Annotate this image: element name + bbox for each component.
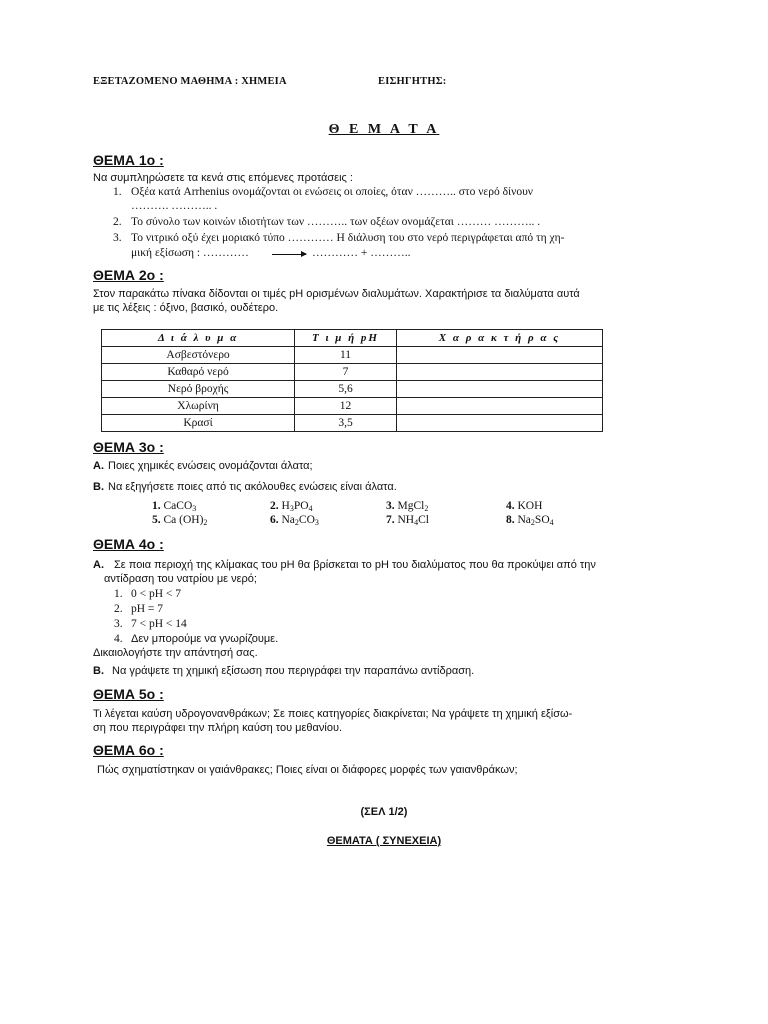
q2-intro-2: με τις λέξεις : όξινο, βασικό, ουδέτερο. [93,302,279,314]
reaction-arrow-icon [272,254,306,255]
page-title: Θ Ε Μ Α Τ Α [328,122,440,137]
compound-1: 1. CaCO$_3$ [152,500,197,513]
cell-solution: Κρασί [102,415,295,432]
cell-ph: 5,6 [295,381,397,398]
q1-num-3: 3. [113,232,122,244]
compound-3: 3. MgCl$_2$ [386,500,429,513]
cell-solution: Καθαρό νερό [102,364,295,381]
q3-a-text: Ποιες χημικές ενώσεις ονομάζονται άλατα; [108,460,313,472]
compound-2: 2. $H_3PO_4$ [270,500,313,513]
col-header-solution: Δ ι ά λ υ μ α [102,330,295,347]
q4-option-num-4: 4. [114,633,123,645]
continued-heading: ΘΕΜΑΤΑ ( ΣΥΝΕΧΕΙΑ) [326,835,442,847]
q1-num-1: 1. [113,186,122,198]
q1-num-2: 2. [113,216,122,228]
q2-heading: ΘΕΜΑ 2ο : [93,267,164,283]
q5-text-1: Τι λέγεται καύση υδρογονανθράκων; Σε ποιες κατηγορίες διακρίνεται; Να γράψετε τη χημική εξίσω- [93,708,573,720]
q3-a-label: Α. [93,460,104,472]
page-number: (ΣΕΛ 1/2) [360,806,408,818]
q1-intro: Να συμπληρώσετε τα κενά στις επόμενες προτάσεις : [93,172,353,184]
q4-option-num-1: 1. [114,588,123,600]
cell-character[interactable] [396,415,602,432]
q4-option-num-3: 3. [114,618,123,630]
q4-b-text: Να γράψετε τη χημική εξίσωση που περιγράφει την παραπάνω αντίδραση. [112,665,475,677]
examiner-header: ΕΙΣΗΓΗΤΗΣ: [378,76,447,87]
compound-7: 7. $NH_4Cl$ [386,514,429,527]
q1-item-3-cont: μική εξίσωση : ………… [131,247,249,259]
q5-heading: ΘΕΜΑ 5ο : [93,686,164,702]
cell-character[interactable] [396,364,602,381]
table-row [102,415,603,432]
q3-b-label: Β. [93,481,104,493]
cell-solution: Ασβεστόνερο [102,347,295,364]
table-row [102,347,603,364]
table-row [102,381,603,398]
q4-option-3: 7 < pH < 14 [131,618,187,630]
q2-intro-1: Στον παρακάτω πίνακα δίδονται οι τιμές pH ορισμένων διαλυμάτων. Χαρακτήρισε τα διαλύματα αυτά [93,288,580,300]
q4-b-label: Β. [93,665,104,677]
q4-option-1: 0 < pH < 7 [131,588,182,600]
q3-b-text: Να εξηγήσετε ποιες από τις ακόλουθες ενώσεις είναι άλατα. [108,481,397,493]
col-header-character: Χ α ρ α κ τ ή ρ α ς [396,330,602,347]
q4-a-text-1: Σε ποια περιοχή της κλίμακας του pH θα βρίσκεται το pH του διαλύματος που θα προκύψει από την [114,559,596,571]
q1-heading: ΘΕΜΑ 1ο : [93,152,164,168]
cell-solution: Χλωρίνη [102,398,295,415]
cell-ph: 3,5 [295,415,397,432]
compound-6: 6. $Na_2CO_3$ [270,514,319,527]
cell-ph: 12 [295,398,397,415]
q5-text-2: ση που περιγράφει την πλήρη καύση του μεθανίου. [93,722,343,734]
cell-ph: 7 [295,364,397,381]
cell-ph: 11 [295,347,397,364]
q6-heading: ΘΕΜΑ 6ο : [93,742,164,758]
cell-character[interactable] [396,347,602,364]
q6-text: Πώς σχηματίστηκαν οι γαιάνθρακες; Ποιες είναι οι διάφορες μορφές των γαιανθράκων; [97,764,518,776]
q4-option-4: Δεν μπορούμε να γνωρίζουμε. [131,633,279,645]
q1-item-3: Το νιτρικό οξύ έχει μοριακό τύπο ………… Η διάλυση του στο νερό περιγράφεται από τη χη- [131,232,565,244]
table-header-row [102,330,603,347]
table-row [102,364,603,381]
cell-solution: Νερό βροχής [102,381,295,398]
q1-item-1-cont: ………. ……….. . [131,200,218,212]
q4-a-text-2: αντίδραση του νατρίου με νερό; [104,573,257,585]
q4-option-2: pH = 7 [131,603,164,615]
q4-heading: ΘΕΜΑ 4ο : [93,536,164,552]
col-header-ph: Τ ι μ ή pH [295,330,397,347]
q1-item-1: Οξέα κατά Arrhenius ονομάζονται οι ενώσεις οι οποίες, όταν ……….. στο νερό δίνουν [131,186,533,198]
q4-option-num-2: 2. [114,603,123,615]
ph-table [101,329,603,432]
compound-5: 5. Ca $(OH)_2$ [152,514,208,527]
compound-8: 8. $Na_2SO_4$ [506,514,554,527]
q4-justify: Δικαιολογήστε την απάντησή σας. [93,647,258,659]
table-row [102,398,603,415]
q1-item-3-products: ………… + ……….. [312,247,411,259]
q4-a-label: Α. [93,559,104,571]
cell-character[interactable] [396,398,602,415]
cell-character[interactable] [396,381,602,398]
compound-4: 4. KOH [506,500,543,512]
q3-heading: ΘΕΜΑ 3ο : [93,439,164,455]
subject-header: ΕΞΕΤΑΖΟΜΕΝΟ ΜΑΘΗΜΑ : ΧΗΜΕΙΑ [93,76,287,87]
q1-item-2: Το σύνολο των κοινών ιδιοτήτων των ……….. των οξέων ονομάζεται ……… ……….. . [131,216,541,228]
